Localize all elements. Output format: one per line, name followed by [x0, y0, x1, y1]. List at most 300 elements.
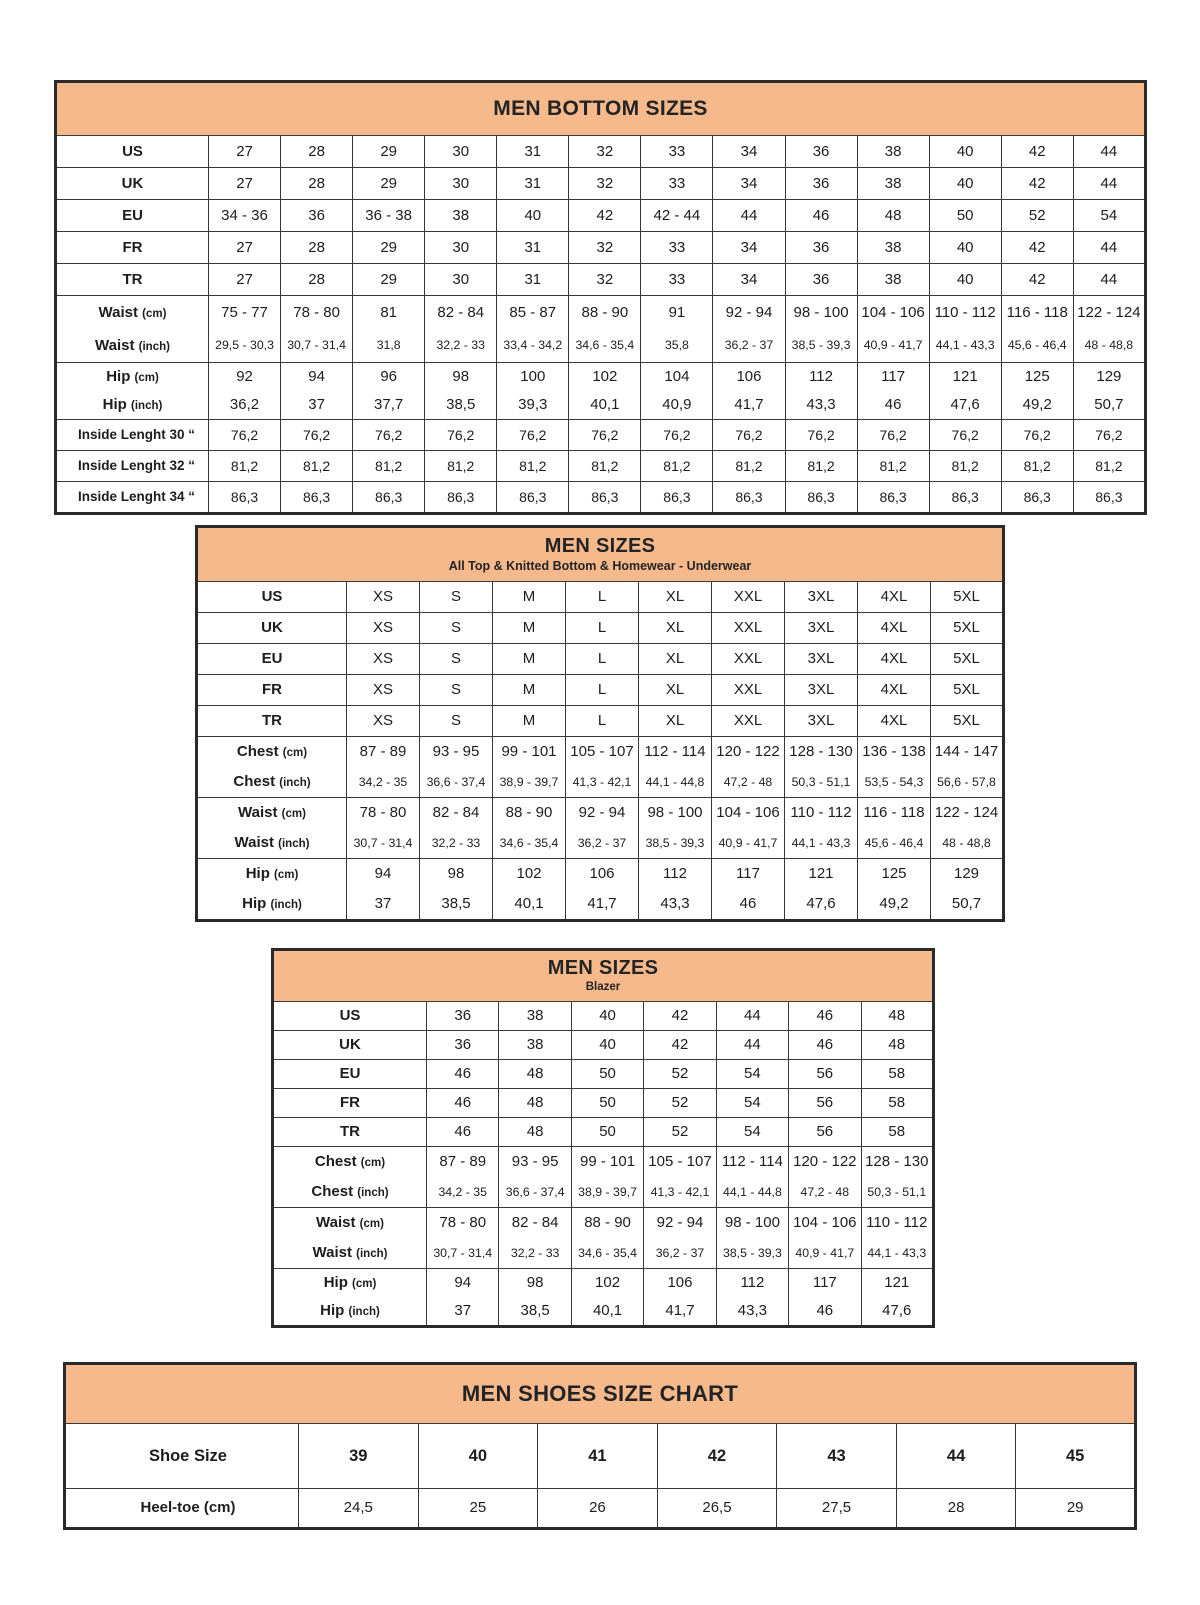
table-cell: XL	[639, 675, 712, 706]
table-cell: 29	[1016, 1489, 1136, 1529]
table-cell: 129	[1073, 363, 1145, 392]
table-cell: 121	[861, 1269, 933, 1298]
table-cell: 37	[427, 1297, 499, 1327]
table-row	[56, 200, 1146, 232]
table-cell: 32	[569, 232, 641, 264]
table-cell: 46	[712, 889, 785, 921]
table-row	[273, 1147, 934, 1178]
table-cell: 86,3	[569, 482, 641, 514]
row-label	[273, 1089, 427, 1118]
table-cell: 32	[569, 264, 641, 296]
table-cell: 92	[209, 363, 281, 392]
table-cell: M	[493, 706, 566, 737]
table-row	[197, 828, 1004, 859]
row-label	[56, 482, 209, 514]
row-label-text: Heel-toe (cm)	[140, 1499, 236, 1517]
table-cell: 48 - 48,8	[1073, 329, 1145, 363]
table-cell: 58	[861, 1060, 933, 1089]
table-cell: 31	[497, 168, 569, 200]
table-subtitle: All Top & Knitted Bottom & Homewear - Underwear	[448, 559, 752, 574]
row-label-text: Hip	[242, 895, 267, 913]
table-cell: 33	[641, 264, 713, 296]
table-cell: 58	[861, 1118, 933, 1147]
table-cell: 50	[571, 1089, 643, 1118]
table-cell: 129	[931, 859, 1004, 890]
table-cell: 27	[209, 136, 281, 168]
table-cell: 87 - 89	[347, 737, 420, 768]
row-label	[273, 1269, 427, 1298]
table-cell: 128 - 130	[861, 1147, 933, 1178]
table-cell: XL	[639, 613, 712, 644]
table-cell: 56	[789, 1089, 861, 1118]
row-unit: (inch)	[270, 899, 302, 912]
table-cell: 40	[929, 264, 1001, 296]
table-cell: 99 - 101	[571, 1147, 643, 1178]
table-cell: 104 - 106	[789, 1208, 861, 1239]
table-row	[65, 1489, 1136, 1529]
table-cell: XL	[639, 644, 712, 675]
table-row	[273, 1031, 934, 1060]
table-cell: 112 - 114	[639, 737, 712, 768]
table-cell: 112	[716, 1269, 788, 1298]
row-label	[197, 798, 347, 829]
table-cell: 144 - 147	[931, 737, 1004, 768]
row-label-text: Chest	[236, 743, 279, 761]
table-cell: XXL	[712, 706, 785, 737]
table-cell: 110 - 112	[785, 798, 858, 829]
table-cell: 86,3	[353, 482, 425, 514]
men-bottom-sizes-table	[54, 80, 1147, 515]
row-unit: (inch)	[348, 1306, 380, 1319]
row-label	[56, 451, 209, 482]
row-label	[56, 264, 209, 296]
row-label	[273, 1118, 427, 1147]
table-row	[65, 1424, 1136, 1489]
table-cell: 50,3 - 51,1	[785, 767, 858, 798]
table-cell: 78 - 80	[347, 798, 420, 829]
table-cell: 30,7 - 31,4	[281, 329, 353, 363]
table-cell: 93 - 95	[499, 1147, 571, 1178]
table-cell: 31	[497, 264, 569, 296]
table-cell: 5XL	[931, 706, 1004, 737]
table-cell: 42	[657, 1424, 777, 1489]
table-cell: 47,6	[929, 391, 1001, 420]
table-cell: 82 - 84	[499, 1208, 571, 1239]
table-cell: 54	[716, 1060, 788, 1089]
table-cell: 56,6 - 57,8	[931, 767, 1004, 798]
table-cell: 136 - 138	[858, 737, 931, 768]
row-unit: (cm)	[274, 869, 299, 882]
table-cell: 41,7	[644, 1297, 716, 1327]
table-cell: M	[493, 582, 566, 613]
table-cell: 99 - 101	[493, 737, 566, 768]
table-cell: 50	[929, 200, 1001, 232]
row-unit: (inch)	[356, 1248, 388, 1261]
table-cell: 5XL	[931, 644, 1004, 675]
table-cell: 85 - 87	[497, 296, 569, 330]
table-cell: 92 - 94	[566, 798, 639, 829]
table-cell: 125	[858, 859, 931, 890]
table-cell: 46	[427, 1118, 499, 1147]
table-cell: 42 - 44	[641, 200, 713, 232]
row-label-text: UK	[339, 1036, 361, 1054]
table-cell: 88 - 90	[569, 296, 641, 330]
table-cell: 36	[427, 1031, 499, 1060]
table-cell: 52	[644, 1089, 716, 1118]
table-cell: 44	[1073, 168, 1145, 200]
table-cell: 32,2 - 33	[420, 828, 493, 859]
table-cell: 45,6 - 46,4	[1001, 329, 1073, 363]
row-unit: (cm)	[352, 1278, 377, 1291]
table-cell: 38	[857, 168, 929, 200]
table-cell: 43	[777, 1424, 897, 1489]
table-row	[273, 1118, 934, 1147]
table-cell: 40,9 - 41,7	[712, 828, 785, 859]
table-cell: 46	[789, 1002, 861, 1031]
table-cell: 44	[716, 1031, 788, 1060]
table-cell: 98 - 100	[785, 296, 857, 330]
table-cell: 36 - 38	[353, 200, 425, 232]
table-cell: 36	[427, 1002, 499, 1031]
men-bottom-sizes-header	[56, 82, 1146, 136]
row-label-text: UK	[261, 619, 283, 637]
table-cell: 76,2	[857, 420, 929, 451]
table-cell: 36	[785, 232, 857, 264]
table-cell: 47,6	[861, 1297, 933, 1327]
table-cell: 27	[209, 264, 281, 296]
table-cell: 36,6 - 37,4	[499, 1177, 571, 1208]
row-label-text: Inside Lenght 34 “	[77, 489, 196, 505]
table-cell: 34	[713, 168, 785, 200]
table-cell: 36	[785, 264, 857, 296]
table-cell: 40,9 - 41,7	[789, 1238, 861, 1269]
table-cell: XL	[639, 582, 712, 613]
table-cell: 98	[425, 363, 497, 392]
row-unit: (inch)	[278, 838, 310, 851]
table-cell: 41,7	[713, 391, 785, 420]
row-label	[273, 1060, 427, 1089]
table-row	[56, 232, 1146, 264]
table-cell: 30	[425, 232, 497, 264]
table-cell: 49,2	[1001, 391, 1073, 420]
table-cell: 40,1	[493, 889, 566, 921]
row-label	[197, 737, 347, 768]
table-cell: L	[566, 706, 639, 737]
table-cell: 38,9 - 39,7	[571, 1177, 643, 1208]
table-row	[56, 136, 1146, 168]
table-cell: 31,8	[353, 329, 425, 363]
table-cell: 38,5	[499, 1297, 571, 1327]
table-row	[197, 613, 1004, 644]
row-label	[273, 1031, 427, 1060]
row-label-text: Inside Lenght 32 “	[77, 458, 196, 474]
men-shoes-size-chart-table	[63, 1362, 1137, 1530]
men-sizes-blazer-header	[273, 950, 934, 1002]
table-cell: M	[493, 675, 566, 706]
table-cell: 28	[281, 168, 353, 200]
table-cell: 110 - 112	[929, 296, 1001, 330]
table-cell: 46	[785, 200, 857, 232]
table-title: MEN SIZES	[547, 957, 659, 980]
table-cell: 42	[1001, 168, 1073, 200]
table-cell: 38	[499, 1002, 571, 1031]
table-cell: 43,3	[716, 1297, 788, 1327]
table-cell: 104 - 106	[712, 798, 785, 829]
table-cell: 3XL	[785, 582, 858, 613]
table-cell: 41,3 - 42,1	[566, 767, 639, 798]
table-row	[197, 706, 1004, 737]
table-cell: 86,3	[857, 482, 929, 514]
table-cell: M	[493, 644, 566, 675]
table-cell: 46	[789, 1031, 861, 1060]
table-cell: 96	[353, 363, 425, 392]
table-cell: 32	[569, 136, 641, 168]
row-label	[273, 1208, 427, 1239]
row-label-text: Waist	[316, 1214, 356, 1232]
table-cell: 102	[569, 363, 641, 392]
table-cell: 36,6 - 37,4	[420, 767, 493, 798]
table-cell: 48	[857, 200, 929, 232]
table-cell: S	[420, 644, 493, 675]
table-cell: 47,2 - 48	[789, 1177, 861, 1208]
table-cell: 33	[641, 232, 713, 264]
table-cell: 35,8	[641, 329, 713, 363]
table-cell: 94	[347, 859, 420, 890]
table-cell: 120 - 122	[712, 737, 785, 768]
table-cell: 34,6 - 35,4	[571, 1238, 643, 1269]
table-cell: 5XL	[931, 675, 1004, 706]
table-cell: 94	[281, 363, 353, 392]
table-row	[273, 1060, 934, 1089]
row-label	[273, 1238, 427, 1269]
table-cell: 46	[857, 391, 929, 420]
table-row	[56, 391, 1146, 420]
table-cell: 81,2	[569, 451, 641, 482]
row-label	[197, 828, 347, 859]
table-cell: L	[566, 613, 639, 644]
row-label	[56, 232, 209, 264]
row-label	[273, 1297, 427, 1327]
table-cell: 40	[929, 232, 1001, 264]
table-cell: 88 - 90	[493, 798, 566, 829]
table-cell: 76,2	[929, 420, 1001, 451]
table-cell: 26	[538, 1489, 658, 1529]
table-cell: 38,5 - 39,3	[716, 1238, 788, 1269]
table-cell: 81,2	[857, 451, 929, 482]
table-cell: 78 - 80	[281, 296, 353, 330]
table-cell: 92 - 94	[644, 1208, 716, 1239]
table-cell: 34,6 - 35,4	[493, 828, 566, 859]
table-cell: 30	[425, 168, 497, 200]
table-cell: 86,3	[497, 482, 569, 514]
table-cell: 38	[857, 232, 929, 264]
table-row	[273, 1269, 934, 1298]
row-label	[56, 200, 209, 232]
table-cell: 128 - 130	[785, 737, 858, 768]
table-cell: 102	[571, 1269, 643, 1298]
table-cell: 93 - 95	[420, 737, 493, 768]
table-cell: 30	[425, 264, 497, 296]
table-cell: 29	[353, 168, 425, 200]
table-cell: 36	[281, 200, 353, 232]
table-row	[56, 451, 1146, 482]
table-cell: 27,5	[777, 1489, 897, 1529]
table-cell: 81,2	[1073, 451, 1145, 482]
table-cell: 117	[712, 859, 785, 890]
table-cell: 34 - 36	[209, 200, 281, 232]
table-title: MEN SIZES	[544, 535, 656, 558]
row-label-text: Inside Lenght 30 “	[77, 427, 196, 443]
table-cell: 52	[644, 1118, 716, 1147]
table-cell: 86,3	[281, 482, 353, 514]
table-cell: 36	[785, 168, 857, 200]
table-cell: 40,1	[569, 391, 641, 420]
row-label	[56, 420, 209, 451]
row-label	[56, 136, 209, 168]
table-cell: 37	[347, 889, 420, 921]
table-cell: 94	[427, 1269, 499, 1298]
table-cell: 86,3	[785, 482, 857, 514]
table-cell: 86,3	[713, 482, 785, 514]
table-cell: 4XL	[858, 675, 931, 706]
table-cell: 4XL	[858, 644, 931, 675]
table-row	[273, 1208, 934, 1239]
table-cell: 104	[641, 363, 713, 392]
table-cell: 48	[861, 1002, 933, 1031]
row-label	[197, 582, 347, 613]
table-row	[197, 859, 1004, 890]
table-cell: 30,7 - 31,4	[427, 1238, 499, 1269]
table-cell: 105 - 107	[644, 1147, 716, 1178]
table-cell: 117	[857, 363, 929, 392]
row-label-text: Hip	[323, 1274, 348, 1292]
table-cell: 86,3	[425, 482, 497, 514]
table-cell: 112	[785, 363, 857, 392]
table-cell: 75 - 77	[209, 296, 281, 330]
table-cell: 28	[896, 1489, 1016, 1529]
table-cell: 28	[281, 136, 353, 168]
table-cell: 28	[281, 232, 353, 264]
table-row	[197, 675, 1004, 706]
table-cell: 31	[497, 232, 569, 264]
table-cell: 76,2	[353, 420, 425, 451]
table-cell: 46	[427, 1060, 499, 1089]
table-cell: 104 - 106	[857, 296, 929, 330]
table-cell: 34,2 - 35	[347, 767, 420, 798]
row-label	[56, 391, 209, 420]
table-cell: 47,2 - 48	[712, 767, 785, 798]
table-cell: 44	[713, 200, 785, 232]
row-unit: (inch)	[138, 340, 170, 353]
table-cell: 48	[861, 1031, 933, 1060]
table-cell: 43,3	[785, 391, 857, 420]
table-cell: 91	[641, 296, 713, 330]
table-subtitle: Blazer	[585, 981, 621, 994]
table-cell: XS	[347, 675, 420, 706]
table-cell: 54	[716, 1118, 788, 1147]
table-row	[273, 1177, 934, 1208]
table-cell: 40,9	[641, 391, 713, 420]
table-cell: 42	[1001, 264, 1073, 296]
table-cell: 76,2	[569, 420, 641, 451]
table-cell: 38,5	[420, 889, 493, 921]
table-cell: 82 - 84	[425, 296, 497, 330]
table-cell: 48	[499, 1118, 571, 1147]
table-cell: 27	[209, 232, 281, 264]
table-cell: 116 - 118	[858, 798, 931, 829]
table-cell: 33	[641, 136, 713, 168]
row-label	[197, 767, 347, 798]
table-cell: 4XL	[858, 582, 931, 613]
table-cell: 29	[353, 136, 425, 168]
table-cell: 81,2	[353, 451, 425, 482]
table-row	[197, 767, 1004, 798]
table-cell: 53,5 - 54,3	[858, 767, 931, 798]
table-cell: 42	[569, 200, 641, 232]
table-row	[56, 482, 1146, 514]
table-row	[197, 644, 1004, 675]
table-cell: 81	[353, 296, 425, 330]
row-unit: (cm)	[142, 307, 167, 320]
table-cell: 44	[1073, 232, 1145, 264]
table-cell: 45	[1016, 1424, 1136, 1489]
table-cell: 32,2 - 33	[425, 329, 497, 363]
row-label-text: TR	[340, 1123, 360, 1141]
table-cell: 25	[418, 1489, 538, 1529]
table-cell: 4XL	[858, 613, 931, 644]
table-title: MEN BOTTOM SIZES	[493, 96, 708, 120]
table-cell: 98	[499, 1269, 571, 1298]
table-cell: 40	[571, 1002, 643, 1031]
table-cell: 76,2	[1073, 420, 1145, 451]
row-label-text: FR	[340, 1094, 360, 1112]
table-row	[197, 889, 1004, 921]
table-cell: 40	[418, 1424, 538, 1489]
table-row	[56, 420, 1146, 451]
table-cell: 81,2	[641, 451, 713, 482]
table-cell: 106	[713, 363, 785, 392]
row-label	[56, 168, 209, 200]
row-unit: (cm)	[282, 747, 308, 760]
table-row	[56, 363, 1146, 392]
table-cell: 112	[639, 859, 712, 890]
row-unit: (cm)	[359, 1218, 384, 1231]
table-cell: 48 - 48,8	[931, 828, 1004, 859]
table-cell: XS	[347, 613, 420, 644]
table-cell: 40	[571, 1031, 643, 1060]
table-cell: 42	[1001, 232, 1073, 264]
table-cell: 86,3	[1001, 482, 1073, 514]
table-cell: 39	[299, 1424, 419, 1489]
table-cell: 40,1	[571, 1297, 643, 1327]
table-cell: 81,2	[281, 451, 353, 482]
row-label	[197, 706, 347, 737]
row-label	[273, 1002, 427, 1031]
table-cell: 39,3	[497, 391, 569, 420]
table-cell: 48	[499, 1089, 571, 1118]
table-cell: 3XL	[785, 613, 858, 644]
table-cell: 40,9 - 41,7	[857, 329, 929, 363]
table-cell: 86,3	[209, 482, 281, 514]
table-cell: 52	[644, 1060, 716, 1089]
row-label-text: EU	[261, 650, 283, 668]
table-cell: 27	[209, 168, 281, 200]
table-cell: 40	[929, 168, 1001, 200]
table-cell: 41,7	[566, 889, 639, 921]
table-cell: XXL	[712, 675, 785, 706]
table-cell: 50	[571, 1118, 643, 1147]
table-cell: 81,2	[209, 451, 281, 482]
